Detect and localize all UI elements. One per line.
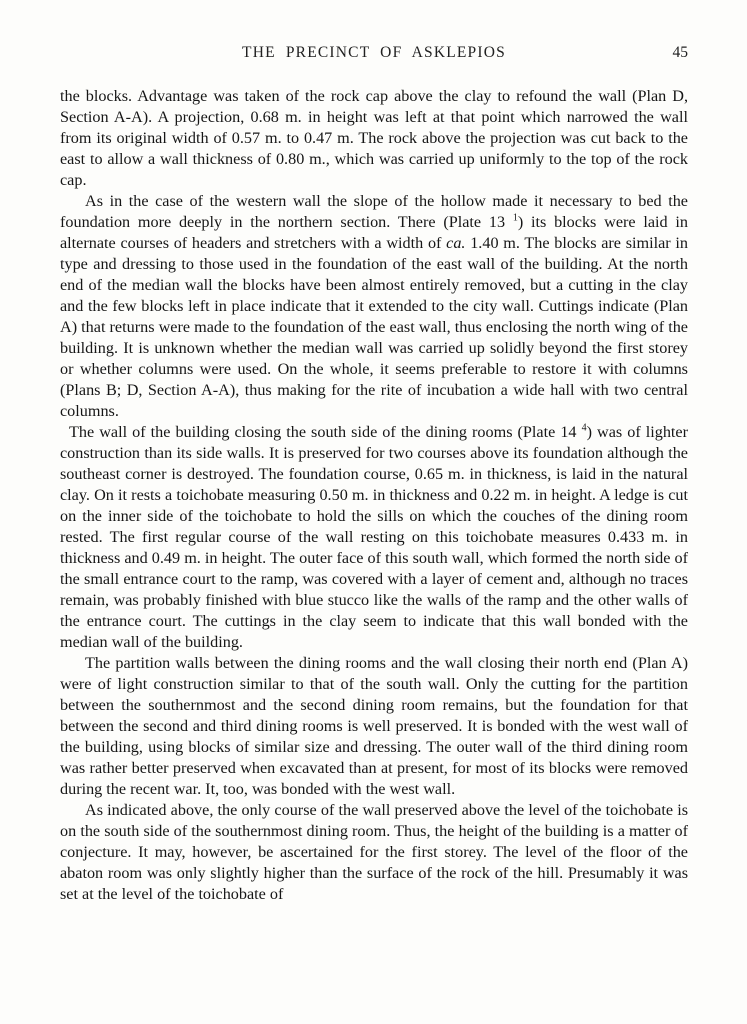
italic-text: ca. (446, 234, 466, 252)
footnote-ref: 1 (512, 212, 518, 224)
body-text: the blocks. Advantage was taken of the rock cap above the clay to refound the wall (Plan D, Section A-A). A projection, 0.68 m. in height was left at that point which narrowed the wall from its original width of 0.57 m. to 0.47 m. The rock above the projection was cut back to the east to allow a wall thickness of 0.80 m., which was carried up uniformly to the top of the rock cap. (60, 87, 688, 189)
body-text: 1.40 m. The blocks are similar in type and dressing to those used in the foundation of the east wall of the building. At the north end of the median wall the blocks have been almost entirely removed, but a cutting in the clay and the few blocks left in place indicate that it extended to the city wall. Cuttings indicate (Plan A) that returns were made to the foundation of the east wall, thus enclosing the north wing of the building. It is unknown whether the median wall was carried up solidly beyond the first storey or whether columns were used. On the whole, it seems preferable to restore it with columns (Plans B; D, Section A-A), thus making for the rite of incubation a wide hall with two central columns. (60, 234, 688, 420)
body-text: ) was of lighter construction than its side walls. It is preserved for two courses above its foundation although the southeast corner is destroyed. The foundation course, 0.65 m. in thickness, is laid in the natural clay. On it rests a toichobate measuring 0.50 m. in thickness and 0.22 m. in height. A ledge is cut on the inner side of the toichobate to hold the sills on which the couches of the dining room rested. The first regular course of the wall resting on this toichobate measures 0.433 m. in thickness and 0.49 m. in height. The outer face of this south wall, which formed the north side of the small entrance court to the ramp, was covered with a layer of cement and, although no traces remain, was probably finished with blue stucco like the walls of the ramp and the other walls of the entrance court. The cuttings in the clay seem to indicate that this wall bonded with the median wall of the building. (60, 423, 688, 651)
body-text: ) its blocks were laid in alternate courses of headers and stretchers with a width of (60, 213, 689, 252)
body-text: The wall of the building closing the south side of the dining rooms (Plate 14 (69, 423, 582, 441)
paragraph-4 (60, 653, 688, 800)
body-text: As indicated above, the only course of the wall preserved above the level of the toichobate is on the south side of the southernmost dining room. Thus, the height of the building is a matter of conjecture. It may, however, be ascertained for the first storey. The level of the floor of the abaton room was only slightly higher than the surface of the rock of the hill. Presumably it was set at the level of the toichobate of (60, 801, 688, 903)
paragraph-3 (60, 422, 688, 653)
page-body (60, 86, 688, 905)
footnote-ref: 4 (581, 422, 587, 434)
body-text: As in the case of the western wall the slope of the hollow made it necessary to bed the foundation more deeply in the northern section. There (Plate 13 (60, 192, 688, 231)
paragraph-5 (60, 800, 688, 905)
page-header (60, 44, 688, 66)
paragraph-2 (60, 191, 688, 422)
running-title: THE PRECINCT OF ASKLEPIOS (242, 44, 506, 61)
paragraph-1 (60, 86, 688, 191)
body-text: The partition walls between the dining rooms and the wall closing their north end (Plan A) were of light construction similar to that of the south wall. Only the cutting for the partition between the southernmost and the second dining room remains, but the foundation for that between the second and third dining rooms is well preserved. It is bonded with the west wall of the building, using blocks of similar size and dressing. The outer wall of the third dining room was rather better preserved when excavated than at present, for most of its blocks were removed during the recent war. It, too, was bonded with the west wall. (60, 654, 688, 798)
page-number: 45 (672, 44, 688, 61)
